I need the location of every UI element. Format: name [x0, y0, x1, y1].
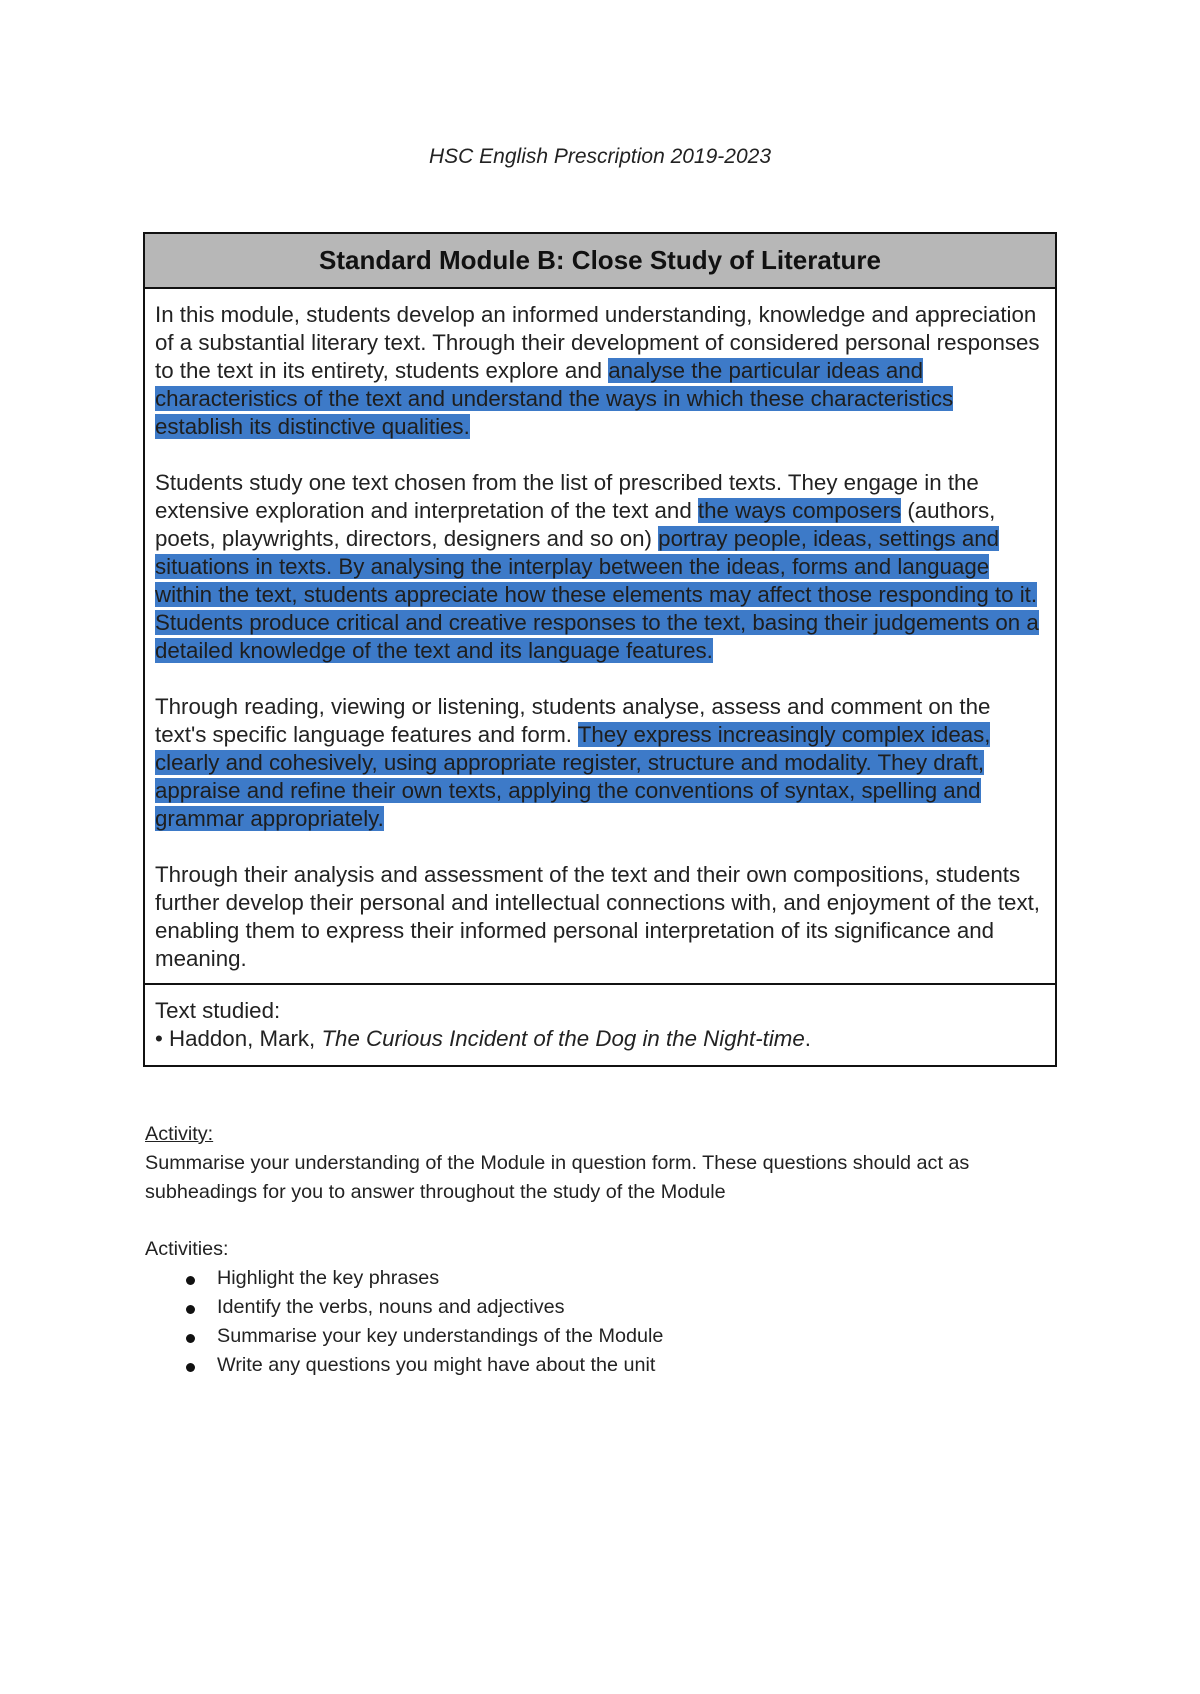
plain-text: (authors, poets, playwrights, directors, designers and so on): [155, 498, 996, 551]
activities-heading: Activities:: [145, 1238, 229, 1260]
plain-text: Through their analysis and assessment of the text and their own compositions, students further develop their personal and intellectual connections with, and enjoyment of the text, enabling them to express their informed personal interpretation of its significance and meaning.: [155, 862, 1040, 971]
module-paragraph-4: [155, 861, 1045, 973]
activity-description: Summarise your understanding of the Module in question form. These questions should act as subheadings for you to answer throughout the study of the Module: [145, 1152, 970, 1203]
bullet-icon: [186, 1305, 195, 1314]
module-paragraph-1: [155, 301, 1045, 441]
plain-text: Students study one text chosen from the list of prescribed texts. They engage in the extensive exploration and interpretation of the text and: [155, 470, 979, 523]
bullet-icon: [186, 1363, 195, 1372]
highlighted-text: portray people, ideas, settings and situations in texts. By analysing the interplay between the ideas, forms and language within the text, students appreciate how these elements may affect those responding to it.: [155, 526, 1038, 607]
highlighted-text: analyse the particular ideas and characteristics of the text and understand the ways in which these characteristics establish its distinctive qualities.: [155, 358, 954, 439]
module-table: [143, 232, 1057, 1067]
text-author: • Haddon, Mark,: [155, 1026, 322, 1051]
highlighted-text: the ways composers: [697, 498, 902, 523]
list-item-text: Identify the verbs, nouns and adjectives: [217, 1296, 565, 1318]
plain-text: In this module, students develop an informed understanding, knowledge and appreciation of a substantial literary text. Through their development of considered personal responses to the text in its entirety, students explore and: [155, 302, 1040, 383]
module-title: Standard Module B: Close Study of Literature: [145, 234, 1055, 289]
text-studied-entry: [155, 1025, 1045, 1053]
text-studied-section: [145, 985, 1055, 1065]
text-book-title: The Curious Incident of the Dog in the Night-time: [321, 1026, 805, 1051]
module-paragraph-2: [155, 469, 1045, 665]
list-item: [145, 1351, 1065, 1380]
list-item-text: Summarise your key understandings of the Module: [217, 1325, 664, 1347]
activity-heading: Activity:: [145, 1123, 214, 1145]
plain-text: Through reading, viewing or listening, students analyse, assess and comment on the text's specific language features and form.: [155, 694, 991, 747]
activity-section: [145, 1120, 1065, 1380]
bullet-icon: [186, 1276, 195, 1285]
list-item: [145, 1293, 1065, 1322]
list-item: [145, 1264, 1065, 1293]
text-suffix: .: [804, 1026, 811, 1051]
highlighted-text: They express increasingly complex ideas, clearly and cohesively, using appropriate register, structure and modality. They draft, appraise and refine their own texts, applying the conventions of syntax, spelling and grammar appropriately.: [155, 722, 991, 831]
activities-list: [145, 1264, 1065, 1380]
list-item-text: Highlight the key phrases: [217, 1267, 440, 1289]
bullet-icon: [186, 1334, 195, 1343]
text-studied-label: Text studied:: [155, 998, 281, 1023]
module-description: [145, 289, 1055, 985]
module-paragraph-3: [155, 693, 1045, 833]
list-item-text: Write any questions you might have about the unit: [217, 1354, 656, 1376]
document-header: HSC English Prescription 2019-2023: [428, 145, 772, 168]
list-item: [145, 1322, 1065, 1351]
highlighted-text: Students produce critical and creative responses to the text, basing their judgements on a detailed knowledge of the text and its language features.: [155, 610, 1039, 663]
